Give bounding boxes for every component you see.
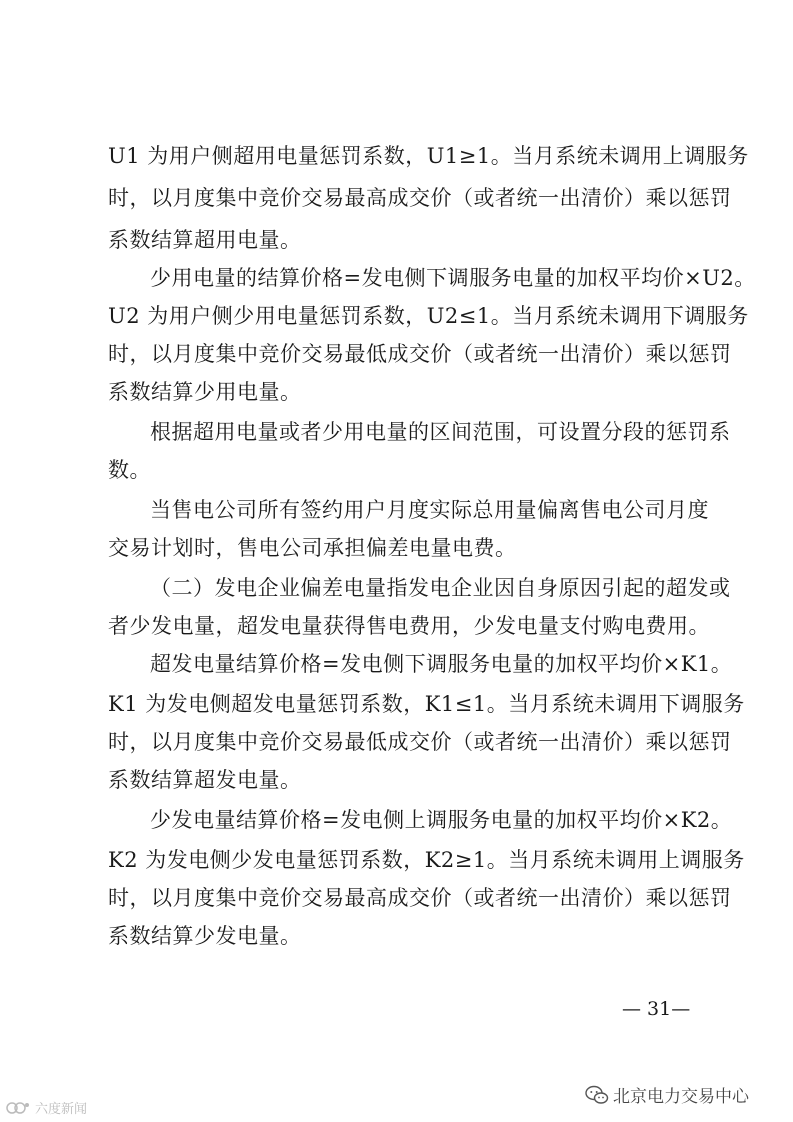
- footer-watermark-text: 北京电力交易中心: [613, 1087, 749, 1107]
- text-line: K2 为发电侧少发电量惩罚系数，K2≥1。当月系统未调用上调服务: [108, 848, 745, 872]
- text-line: 时，以月度集中竞价交易最高成交价（或者统一出清价）乘以惩罚: [108, 886, 732, 910]
- text-line: 超发电量结算价格=发电侧下调服务电量的加权平均价×K1。: [150, 652, 733, 676]
- corner-watermark: [6, 1098, 87, 1117]
- text-line: 少发电量结算价格=发电侧上调服务电量的加权平均价×K2。: [150, 808, 733, 832]
- footer-watermark: [585, 1082, 749, 1107]
- text-line: 时，以月度集中竞价交易最高成交价（或者统一出清价）乘以惩罚: [108, 186, 732, 210]
- text-line: （二）发电企业偏差电量指发电企业因自身原因引起的超发或: [150, 576, 731, 600]
- text-line: 时，以月度集中竞价交易最低成交价（或者统一出清价）乘以惩罚: [108, 342, 732, 366]
- corner-watermark-text: 六度新闻: [35, 1102, 88, 1117]
- text-line: 根据超用电量或者少用电量的区间范围，可设置分段的惩罚系: [150, 420, 731, 444]
- text-line: 当售电公司所有签约用户月度实际总用量偏离售电公司月度: [150, 498, 709, 522]
- text-line: 少用电量的结算价格=发电侧下调服务电量的加权平均价×U2。: [150, 266, 756, 290]
- page-number: — 31—: [622, 998, 691, 1020]
- text-line: 交易计划时，售电公司承担偏差电量电费。: [108, 536, 517, 560]
- text-line: 者少发电量，超发电量获得售电费用，少发电量支付购电费用。: [108, 614, 710, 638]
- text-line: 时，以月度集中竞价交易最低成交价（或者统一出清价）乘以惩罚: [108, 730, 732, 754]
- text-line: 系数结算超发电量。: [108, 768, 302, 792]
- text-line: 系数结算少用电量。: [108, 380, 302, 404]
- text-line: 系数结算超用电量。: [108, 228, 302, 252]
- text-line: U1 为用户侧超用电量惩罚系数，U1≥1。当月系统未调用上调服务: [108, 144, 749, 168]
- text-line: 数。: [108, 458, 151, 482]
- text-line: 系数结算少发电量。: [108, 924, 302, 948]
- logo-mark-icon: [6, 1101, 32, 1115]
- wechat-chat-bubble-icon: [585, 1085, 609, 1105]
- text-line: K1 为发电侧超发电量惩罚系数，K1≤1。当月系统未调用下调服务: [108, 692, 745, 716]
- text-line: U2 为用户侧少用电量惩罚系数，U2≤1。当月系统未调用下调服务: [108, 304, 749, 328]
